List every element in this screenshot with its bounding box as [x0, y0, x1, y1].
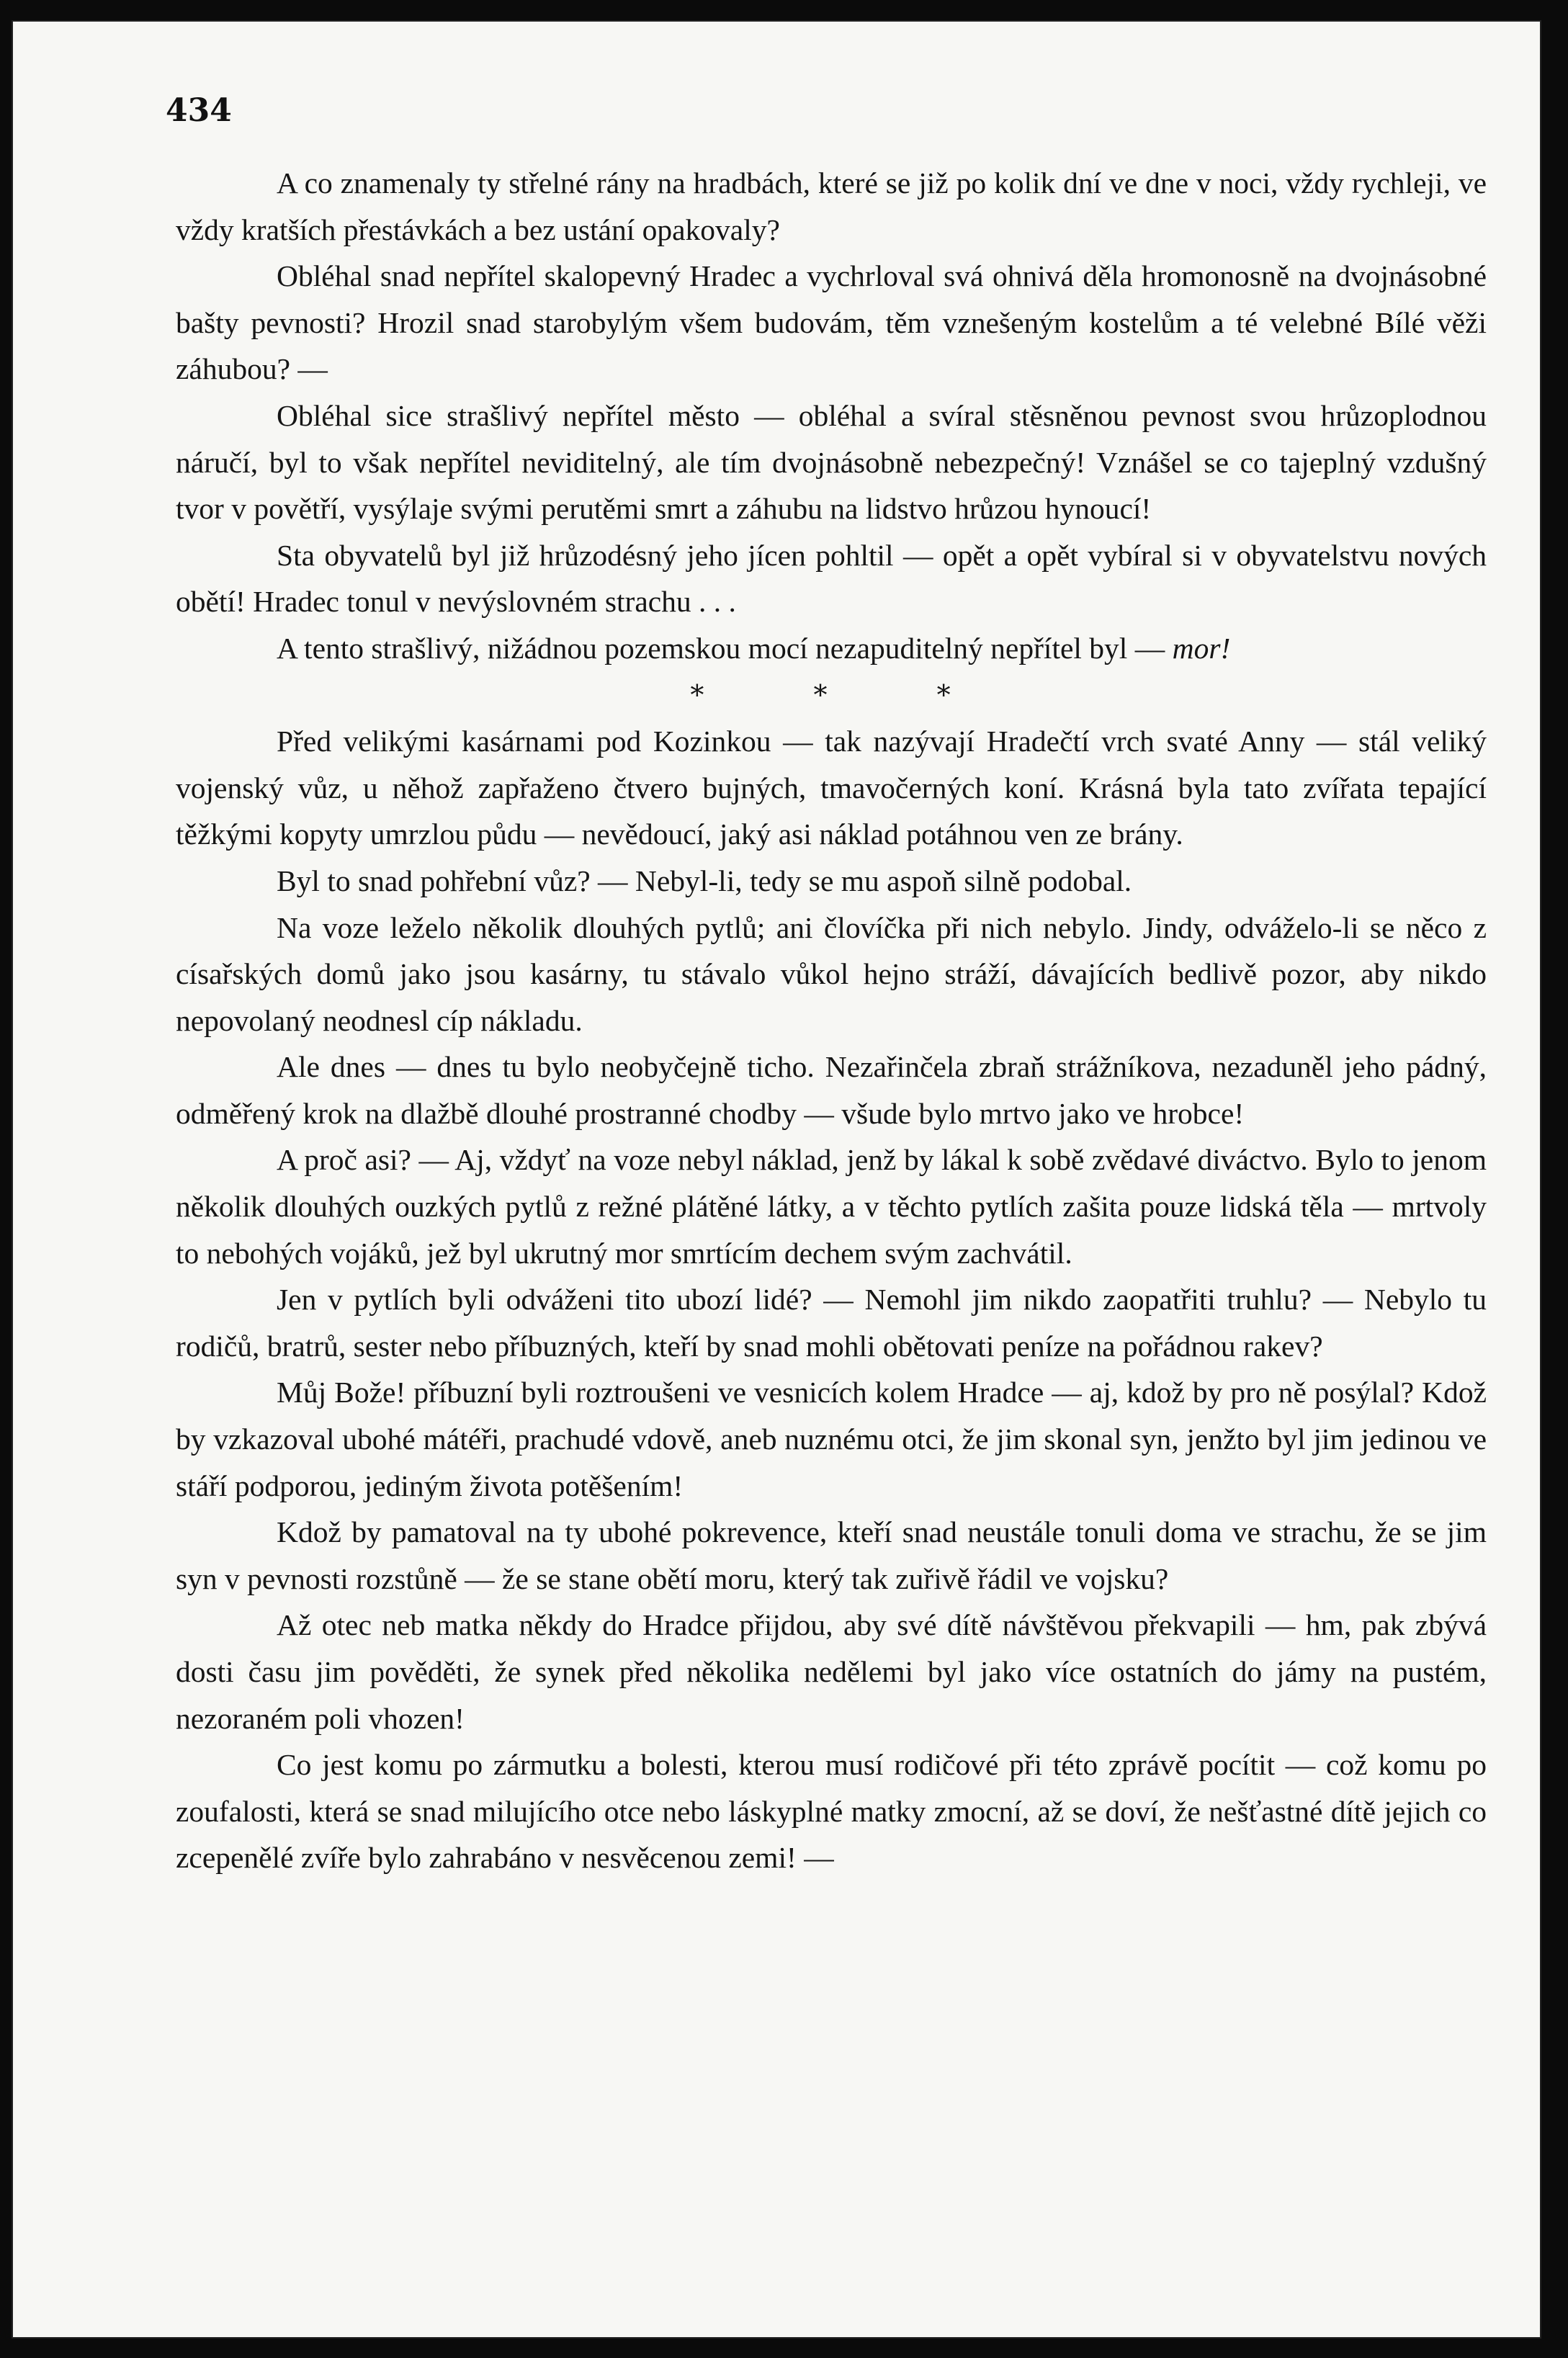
page-number: 434: [166, 92, 232, 129]
paragraph: Co jest komu po zármutku a bolesti, kterou musí rodičové při této zprávě pocítit — což komu po zoufalosti, která se snad milujícího otce nebo láskyplné matky zmocní, až se doví, že nešťastné dítě jejich co zcepenělé zvíře bylo zahrabáno v nesvěcenou zemi! —: [176, 1748, 1487, 1875]
paragraph: Obléhal snad nepřítel skalopevný Hradec a vychrloval svá ohnivá děla hromonosně na dvojnásobné bašty pevnosti? Hrozil snad starobylým všem budovám, těm vznešeným kostelům a té velebné Bílé věži záhubou? —: [176, 259, 1487, 386]
body-text: [176, 160, 1487, 1881]
paragraph: Obléhal sice strašlivý nepřítel město — obléhal a svíral stěsněnou pevnost svou hrůzoplodnou náručí, byl to však nepřítel neviditelný, ale tím dvojnásobně nebezpečný! Vznášel se co tajeplný vzdušný tvor v povětří, vysýlaje svými perutěmi smrt a záhubu na lidstvo hrůzou hynoucí!: [176, 398, 1487, 526]
paragraph: Byl to snad pohřební vůz? — Nebyl-li, tedy se mu aspoň silně podobal.: [277, 864, 1132, 897]
paragraph: Kdož by pamatoval na ty ubohé pokrevence, kteří snad neustále tonuli doma ve strachu, že se jim syn v pevnosti rozstůně — že se stane obětí moru, který tak zuřivě řádil ve vojsku?: [176, 1515, 1487, 1595]
paragraph: A proč asi? — Aj, vždyť na voze nebyl náklad, jenž by lákal k sobě zvědavé diváctvo. Bylo to jenom několik dlouhých ouzkých pytlů z režné plátěné látky, a v těchto pytlích zašita pouze lidská těla — mrtvoly to nebohých vojáků, jež byl ukrutný mor smrtícím dechem svým zachvátil.: [176, 1143, 1487, 1270]
paragraph: Jen v pytlích byli odváženi tito ubozí lidé? — Nemohl jim nikdo zaopatřiti truhlu? — Nebylo tu rodičů, bratrů, sester nebo příbuzných, kteří by snad mohli obětovati peníze na pořádnou rakev?: [176, 1283, 1487, 1363]
paragraph: Ale dnes — dnes tu bylo neobyčejně ticho. Nezařinčela zbraň strážníkova, nezaduněl jeho pádný, odměřený krok na dlažbě dlouhé prostranné chodby — všude bylo mrtvo jako ve hrobce!: [176, 1050, 1487, 1130]
final-line-emphasis: mor!: [1172, 631, 1231, 665]
paragraph: Před velikými kasárnami pod Kozinkou — tak nazývají Hradečtí vrch svaté Anny — stál veliký vojenský vůz, u něhož zapřaženo čtvero bujných, tmavočerných koní. Krásná byla tato zvířata tepající těžkými kopyty umrzlou půdu — nevědoucí, jaký asi náklad potáhnou ven ze brány.: [176, 725, 1487, 851]
paragraph-final: [176, 625, 1487, 672]
paragraph: Sta obyvatelů byl již hrůzodésný jeho jícen pohltil — opět a opět vybíral si v obyvatelstvu nových obětí! Hradec tonul v nevýslovném strachu . . .: [176, 538, 1487, 619]
paragraph: A co znamenaly ty střelné rány na hradbách, které se již po kolik dní ve dne v noci, vždy rychleji, ve vždy kratších přestávkách a bez ustání opakovaly?: [176, 166, 1487, 246]
paragraph: Až otec neb matka někdy do Hradce přijdou, aby své dítě návštěvou překvapili — hm, pak zbývá dosti času jim pověděti, že synek před několika nedělemi byl jako více ostatních do jámy na pustém, nezoraném poli vhozen!: [176, 1608, 1487, 1735]
section-separator: * * *: [690, 678, 1001, 711]
paragraph: Na voze leželo několik dlouhých pytlů; ani človíčka při nich nebylo. Jindy, odváželo-li se něco z císařských domů jako jsou kasárny, tu stávalo vůkol hejno stráží, dávajících bedlivě pozor, aby nikdo nepovolaný neodnesl cíp nákladu.: [176, 910, 1487, 1037]
final-line-text: A tento strašlivý, nižádnou pozemskou mocí nezapuditelný nepřítel byl —: [277, 631, 1165, 665]
paragraph: Můj Bože! příbuzní byli roztroušeni ve vesnicích kolem Hradce — aj, kdož by pro ně posýlal? Kdož by vzkazoval ubohé mátéři, prachudé vdově, aneb nuznému otci, že jim skonal syn, jenžto byl jim jedinou ve stáří podporou, jediným života potěšením!: [176, 1376, 1487, 1502]
book-page: [13, 22, 1540, 2337]
